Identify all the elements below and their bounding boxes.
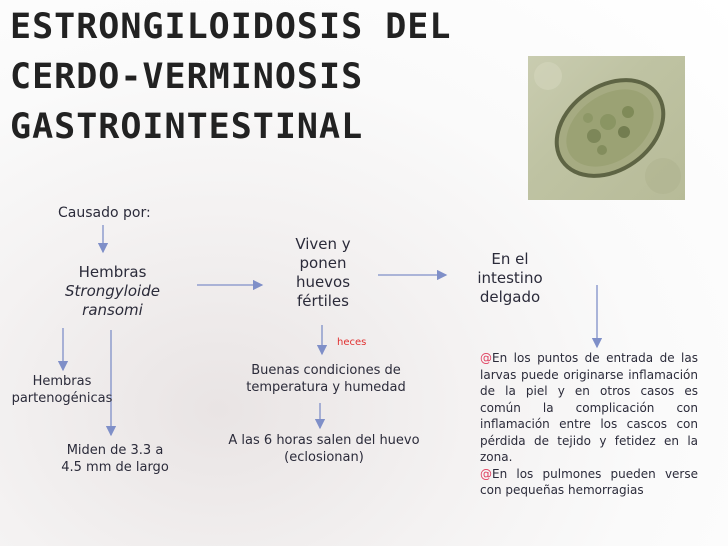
hembras-label: Hembras [78, 263, 147, 281]
buenas-node [240, 362, 412, 396]
title-line-3: GASTROINTESTINAL [10, 107, 364, 147]
hembras-node [55, 263, 170, 320]
miden-line-1: Miden de 3.3 a [66, 443, 164, 458]
buenas-line-1: Buenas condiciones de [251, 363, 401, 378]
title-line-2: CERDO-VERMINOSIS [10, 57, 364, 97]
viven-line-1: Viven y [295, 235, 351, 253]
viven-line-4: fértiles [297, 292, 349, 310]
horas-line-2: (eclosionan) [284, 450, 364, 465]
note-paragraph-2 [480, 466, 698, 499]
viven-line-3: huevos [295, 273, 351, 291]
causado-label: Causado por: [58, 205, 151, 221]
heces-label: heces [337, 337, 367, 348]
note-1-text: En los puntos de entrada de las larvas puede originarse inflamación de la piel y en otros casos es común la complicación con inflamación entre los cascos con pérdida de tejido y fetidez en la zona. [480, 351, 698, 464]
viven-line-2: ponen [299, 254, 347, 272]
title-line-1: ESTRONGILOIDOSIS DEL [10, 7, 452, 47]
notes-block [480, 350, 698, 499]
at-bullet-icon: @ [480, 466, 492, 481]
intestino-line-1: En el [491, 250, 529, 268]
miden-node [58, 442, 172, 476]
species-genus: Strongyloide [65, 282, 160, 300]
miden-line-2: 4.5 mm de largo [61, 460, 169, 475]
horas-line-1: A las 6 horas salen del huevo [228, 433, 420, 448]
intestino-line-2: intestino [477, 269, 543, 287]
viven-node [278, 235, 368, 311]
horas-node [226, 432, 422, 466]
parteno-node [8, 373, 116, 407]
at-bullet-icon: @ [480, 351, 492, 365]
intestino-node [462, 250, 558, 307]
parteno-line-2: partenogénicas [11, 391, 113, 406]
note-2-text: En los pulmones pueden verse con pequeñas hemorragias [480, 466, 698, 497]
parteno-line-1: Hembras [32, 374, 92, 389]
note-paragraph-1 [480, 350, 698, 466]
species-name: ransomi [82, 301, 143, 319]
buenas-line-2: temperatura y humedad [246, 380, 406, 395]
intestino-line-3: delgado [479, 288, 541, 306]
